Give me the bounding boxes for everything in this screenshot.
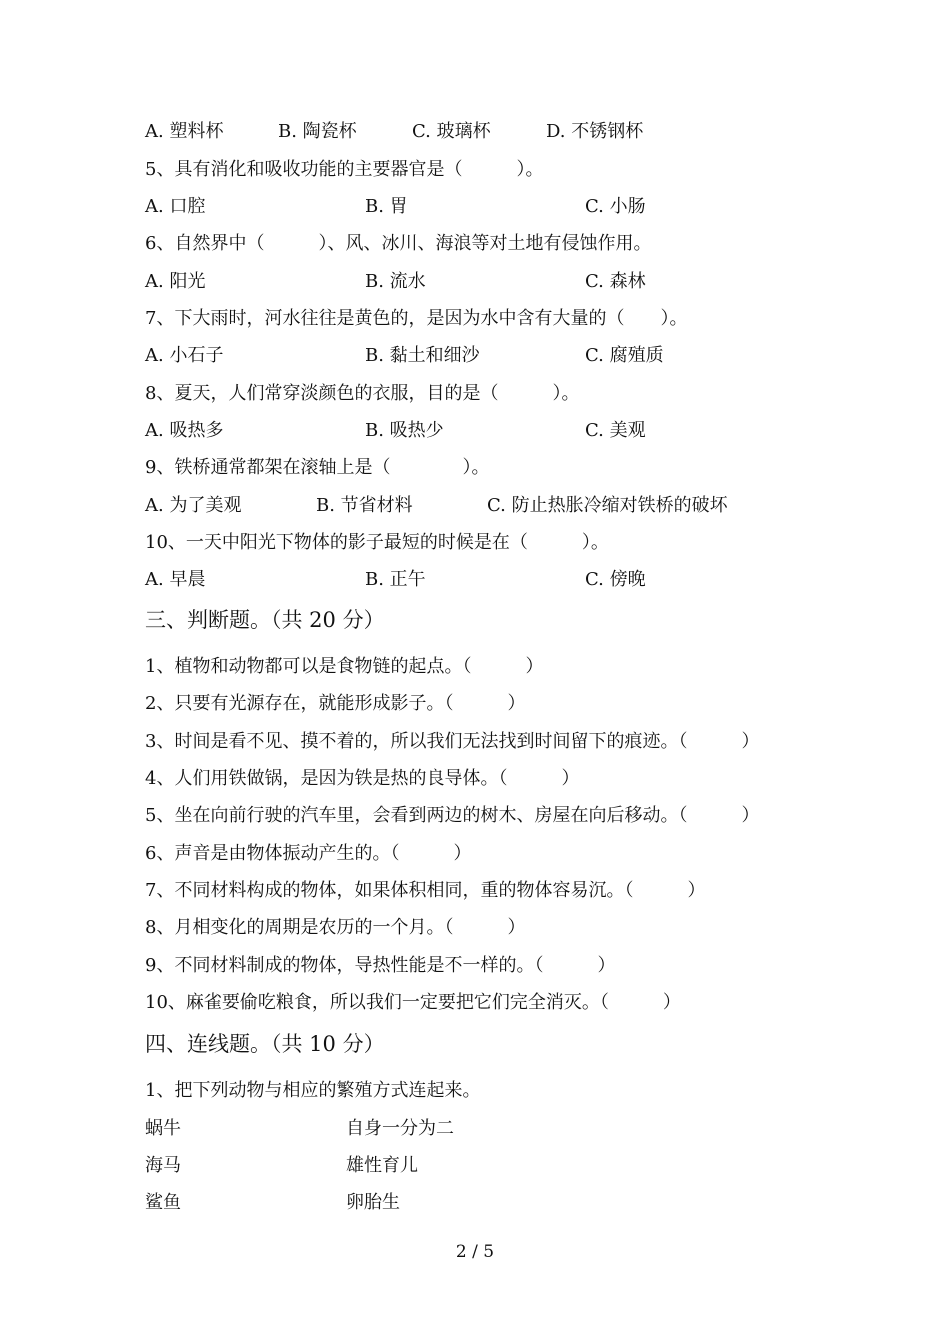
judge-item: 7、不同材料构成的物体，如果体积相同，重的物体容易沉。（ ）	[145, 880, 706, 901]
q5-option-c: C. 小肠	[585, 196, 646, 217]
judge-item: 6、声音是由物体振动产生的。（ ）	[145, 843, 472, 864]
q9-options	[145, 494, 845, 518]
judge-item: 1、植物和动物都可以是食物链的起点。（ ）	[145, 656, 544, 677]
q6-question: 6、自然界中（ ）、风、冰川、海浪等对土地有侵蚀作用。	[145, 233, 652, 254]
q7-option-b: B. 黏土和细沙	[365, 345, 480, 366]
q5-options	[145, 195, 845, 219]
q6-option-a: A. 阳光	[145, 271, 206, 292]
q4-options	[145, 120, 845, 144]
q10-option-a: A. 早晨	[145, 569, 206, 590]
matching-row	[145, 1191, 645, 1215]
q5-option-b: B. 胃	[365, 196, 408, 217]
judge-item: 4、人们用铁做锅，是因为铁是热的良导体。（ ）	[145, 768, 580, 789]
q10-option-c: C. 傍晚	[585, 569, 646, 590]
method-label: 雄性育儿	[346, 1155, 418, 1176]
q5-question: 5、具有消化和吸收功能的主要器官是（ ）。	[145, 159, 544, 180]
q4-option-c: C. 玻璃杯	[412, 121, 491, 142]
matching-prompt: 1、把下列动物与相应的繁殖方式连起来。	[145, 1080, 481, 1101]
q6-option-b: B. 流水	[365, 271, 426, 292]
q7-question: 7、下大雨时，河水往往是黄色的，是因为水中含有大量的（ ）。	[145, 308, 688, 329]
q4-option-d: D. 不锈钢杯	[546, 121, 644, 142]
q10-question: 10、一天中阳光下物体的影子最短的时候是在（ ）。	[145, 532, 609, 553]
q8-options	[145, 419, 845, 443]
q7-options	[145, 344, 845, 368]
judge-item: 8、月相变化的周期是农历的一个月。（ ）	[145, 917, 526, 938]
q8-option-a: A. 吸热多	[145, 420, 224, 441]
animal-label: 蜗牛	[145, 1118, 181, 1139]
matching-row	[145, 1117, 645, 1141]
q7-option-c: C. 腐殖质	[585, 345, 664, 366]
judge-item: 3、时间是看不见、摸不着的，所以我们无法找到时间留下的痕迹。（ ）	[145, 731, 760, 752]
section3-title: 三、判断题。（共 20 分）	[145, 608, 385, 632]
q4-option-a: A. 塑料杯	[145, 121, 224, 142]
q8-option-c: C. 美观	[585, 420, 646, 441]
section4-title: 四、连线题。（共 10 分）	[145, 1032, 385, 1056]
q7-option-a: A. 小石子	[145, 345, 224, 366]
q10-option-b: B. 正午	[365, 569, 426, 590]
method-label: 自身一分为二	[346, 1118, 454, 1139]
method-label: 卵胎生	[346, 1192, 400, 1213]
animal-label: 海马	[145, 1155, 181, 1176]
q6-option-c: C. 森林	[585, 271, 646, 292]
q10-options	[145, 568, 845, 592]
q6-options	[145, 270, 845, 294]
q4-option-b: B. 陶瓷杯	[278, 121, 357, 142]
judge-item: 5、坐在向前行驶的汽车里，会看到两边的树木、房屋在向后移动。（ ）	[145, 805, 760, 826]
judge-item: 2、只要有光源存在，就能形成影子。（ ）	[145, 693, 526, 714]
q9-option-a: A. 为了美观	[145, 495, 242, 516]
judge-item: 10、麻雀要偷吃粮食，所以我们一定要把它们完全消灭。（ ）	[145, 992, 681, 1013]
page-number: 2 / 5	[455, 1242, 495, 1262]
q9-option-c: C. 防止热胀冷缩对铁桥的破坏	[487, 495, 728, 516]
q9-option-b: B. 节省材料	[316, 495, 413, 516]
q8-option-b: B. 吸热少	[365, 420, 444, 441]
animal-label: 鲨鱼	[145, 1192, 181, 1213]
matching-row	[145, 1154, 645, 1178]
q8-question: 8、夏天，人们常穿淡颜色的衣服，目的是（ ）。	[145, 383, 580, 404]
judge-item: 9、不同材料制成的物体，导热性能是不一样的。（ ）	[145, 955, 616, 976]
q9-question: 9、铁桥通常都架在滚轴上是（ ）。	[145, 457, 490, 478]
q5-option-a: A. 口腔	[145, 196, 206, 217]
